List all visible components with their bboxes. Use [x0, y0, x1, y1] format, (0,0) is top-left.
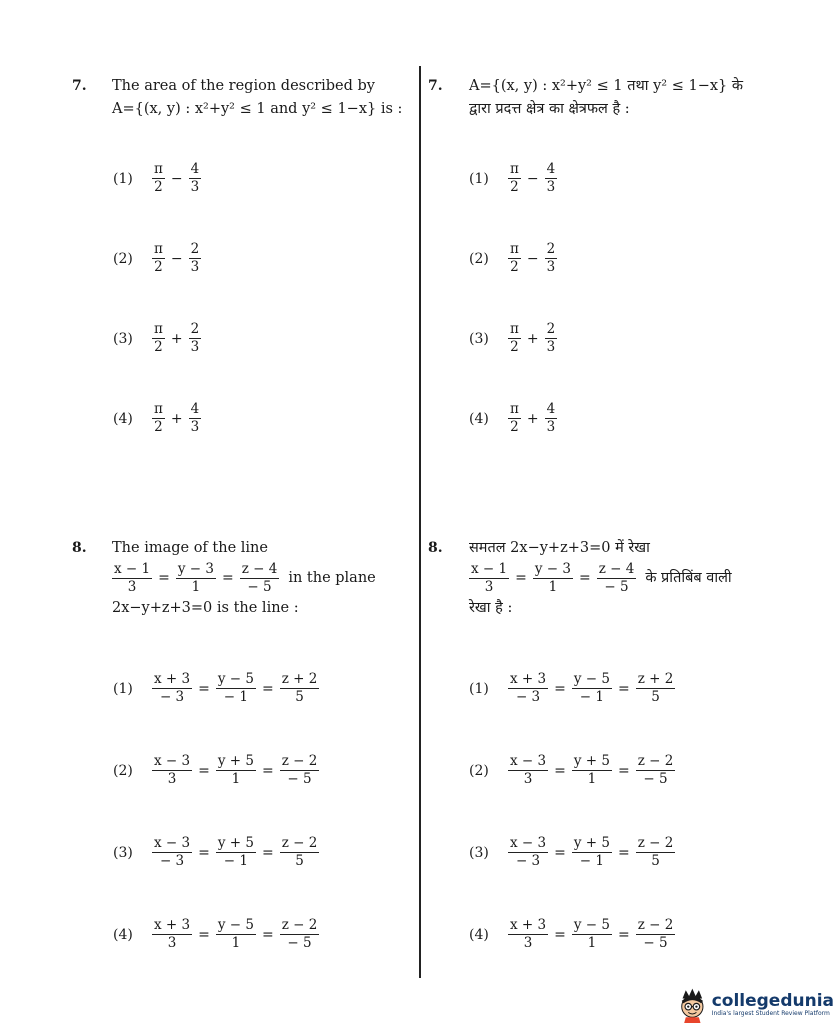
q8-option-4-hi[interactable] — [469, 918, 678, 951]
q7-text-en-line2: A={(x, y) : x²+y² ≤ 1 and y² ≤ 1−x} is : — [112, 101, 403, 117]
q7-number-hi: 7. — [428, 78, 443, 94]
fraction-x: $\frac{x - 1}{3}$ — [114, 561, 151, 595]
equals-sign: = — [198, 926, 210, 943]
fraction-x: $\frac{x + 3}{- 3}$ — [510, 671, 547, 705]
fraction-y: $\frac{y + 5}{1}$ — [217, 753, 254, 787]
fraction-y: $\frac{y - 5}{1}$ — [573, 917, 610, 951]
logo-tagline: India's largest Student Review Platform — [711, 1010, 830, 1017]
option-label: (3) — [469, 844, 489, 861]
fraction-z: $\frac{z + 2}{5}$ — [281, 671, 318, 705]
q8-option-2-hi[interactable] — [469, 754, 678, 787]
fraction-z: $\frac{z + 2}{5}$ — [637, 671, 674, 705]
fraction-z: $\frac{z - 2}{- 5}$ — [637, 753, 674, 787]
fraction-x: $\frac{x + 3}{3}$ — [154, 917, 191, 951]
equals-sign: = — [515, 570, 527, 586]
q8-option-4-en[interactable] — [113, 918, 322, 951]
option-label: (1) — [469, 170, 489, 187]
option-label: (3) — [113, 330, 133, 347]
fraction-term: $\frac{4}{3}$ — [190, 161, 200, 195]
operator: − — [526, 250, 539, 267]
fraction-y: $\frac{y - 5}{1}$ — [217, 917, 254, 951]
fraction-z: $\frac{z - 2}{- 5}$ — [281, 753, 318, 787]
operator: − — [170, 250, 183, 267]
fraction-x: $\frac{x + 3}{3}$ — [510, 917, 547, 951]
operator: + — [170, 330, 183, 347]
q7-option-1-hi[interactable] — [469, 162, 560, 195]
fraction-pi-over-2: $\frac{\pi}{2}$ — [510, 241, 519, 275]
q7-text-hi-line2: द्वारा प्रदत्त क्षेत्र का क्षेत्रफल है : — [469, 101, 630, 117]
q7-option-1-en[interactable] — [113, 162, 204, 195]
fraction-x: $\frac{x - 3}{3}$ — [154, 753, 191, 787]
fraction-x: $\frac{x - 1}{3}$ — [471, 561, 508, 595]
fraction-x: $\frac{x - 3}{- 3}$ — [154, 835, 191, 869]
q8-line-equation-hi — [469, 562, 799, 595]
option-label: (4) — [113, 410, 133, 427]
operator: + — [170, 410, 183, 427]
fraction-pi-over-2: $\frac{\pi}{2}$ — [510, 401, 519, 435]
equals-sign: = — [198, 680, 210, 697]
q8-line-equation-en — [112, 562, 412, 595]
fraction-pi-over-2: $\frac{\pi}{2}$ — [154, 321, 163, 355]
operator: − — [170, 170, 183, 187]
option-label: (4) — [469, 926, 489, 943]
equals-sign: = — [554, 844, 566, 861]
option-label: (3) — [113, 844, 133, 861]
fraction-term: $\frac{2}{3}$ — [546, 241, 556, 275]
fraction-y: $\frac{y + 5}{- 1}$ — [573, 835, 610, 869]
equals-sign: = — [554, 926, 566, 943]
option-label: (2) — [469, 762, 489, 779]
q8-text-en-line1: The image of the line — [112, 540, 268, 556]
operator: + — [526, 410, 539, 427]
fraction-y: $\frac{y + 5}{- 1}$ — [217, 835, 254, 869]
fraction-y: $\frac{y - 3}{1}$ — [534, 561, 571, 595]
equals-sign: = — [261, 680, 274, 697]
operator: + — [526, 330, 539, 347]
logo-text — [712, 992, 834, 1018]
fraction-term: $\frac{4}{3}$ — [190, 401, 200, 435]
q8-eq-suffix-en: in the plane — [288, 570, 376, 586]
equals-sign: = — [261, 926, 274, 943]
fraction-x: $\frac{x - 3}{3}$ — [510, 753, 547, 787]
fraction-z: $\frac{z - 2}{5}$ — [281, 835, 318, 869]
mascot-icon — [676, 983, 709, 1027]
column-divider — [419, 66, 421, 978]
q8-text-hi-line1: समतल 2x−y+z+3=0 में रेखा — [469, 540, 650, 556]
fraction-y: $\frac{y + 5}{1}$ — [573, 753, 610, 787]
fraction-pi-over-2: $\frac{\pi}{2}$ — [154, 401, 163, 435]
q8-text-hi — [469, 537, 799, 620]
fraction-x: $\frac{x + 3}{- 3}$ — [154, 671, 191, 705]
q8-eq-suffix-hi: के प्रतिबिंब वाली — [645, 570, 732, 586]
equals-sign: = — [198, 762, 210, 779]
q7-text-en-line1: The area of the region described by — [112, 78, 376, 94]
q7-option-4-hi[interactable] — [469, 402, 560, 435]
equals-sign: = — [261, 762, 274, 779]
equals-sign: = — [198, 844, 210, 861]
q7-text-hi — [469, 75, 789, 121]
fraction-z: $\frac{z - 4}{- 5}$ — [598, 561, 635, 595]
q8-number-en: 8. — [72, 540, 87, 556]
equals-sign: = — [617, 762, 630, 779]
option-label: (2) — [113, 762, 133, 779]
fraction-y: $\frac{y - 3}{1}$ — [177, 561, 214, 595]
option-label: (4) — [469, 410, 489, 427]
q8-option-3-hi[interactable] — [469, 836, 678, 869]
option-label: (2) — [113, 250, 133, 267]
fraction-pi-over-2: $\frac{\pi}{2}$ — [510, 161, 519, 195]
fraction-pi-over-2: $\frac{\pi}{2}$ — [510, 321, 519, 355]
fraction-term: $\frac{2}{3}$ — [190, 241, 200, 275]
q8-option-1-hi[interactable] — [469, 672, 678, 705]
fraction-z: $\frac{z - 2}{5}$ — [637, 835, 674, 869]
q7-text-en — [112, 75, 408, 121]
fraction-term: $\frac{2}{3}$ — [546, 321, 556, 355]
option-label: (1) — [113, 680, 133, 697]
fraction-y: $\frac{y - 5}{- 1}$ — [573, 671, 610, 705]
q7-option-2-en[interactable] — [113, 242, 204, 275]
fraction-z: $\frac{z - 4}{- 5}$ — [241, 561, 278, 595]
equals-sign: = — [158, 570, 170, 586]
fraction-z: $\frac{z - 2}{- 5}$ — [637, 917, 674, 951]
logo-brand: collegedunia — [711, 991, 834, 1011]
fraction-term: $\frac{4}{3}$ — [546, 161, 556, 195]
equals-sign: = — [617, 926, 630, 943]
equals-sign: = — [221, 570, 234, 586]
fraction-term: $\frac{2}{3}$ — [190, 321, 200, 355]
option-label: (4) — [113, 926, 133, 943]
fraction-x: $\frac{x - 3}{- 3}$ — [510, 835, 547, 869]
operator: − — [526, 170, 539, 187]
q8-text-en — [112, 537, 412, 620]
q8-text-en-line3: 2x−y+z+3=0 is the line : — [112, 600, 299, 616]
q7-number-en: 7. — [72, 78, 87, 94]
q7-option-2-hi[interactable] — [469, 242, 560, 275]
fraction-pi-over-2: $\frac{\pi}{2}$ — [154, 241, 163, 275]
equals-sign: = — [554, 762, 566, 779]
q7-option-4-en[interactable] — [113, 402, 204, 435]
q7-option-3-en[interactable] — [113, 322, 204, 355]
collegedunia-logo[interactable] — [676, 982, 834, 1028]
equals-sign: = — [617, 844, 630, 861]
equals-sign: = — [617, 680, 630, 697]
fraction-z: $\frac{z - 2}{- 5}$ — [281, 917, 318, 951]
fraction-y: $\frac{y - 5}{- 1}$ — [217, 671, 254, 705]
equals-sign: = — [261, 844, 274, 861]
q8-number-hi: 8. — [428, 540, 443, 556]
option-label: (1) — [113, 170, 133, 187]
q8-option-3-en[interactable] — [113, 836, 322, 869]
equals-sign: = — [554, 680, 566, 697]
q8-text-hi-line3: रेखा है : — [469, 600, 513, 616]
fraction-pi-over-2: $\frac{\pi}{2}$ — [154, 161, 163, 195]
option-label: (3) — [469, 330, 489, 347]
equals-sign: = — [578, 570, 591, 586]
q8-option-1-en[interactable] — [113, 672, 322, 705]
option-label: (2) — [469, 250, 489, 267]
q7-option-3-hi[interactable] — [469, 322, 560, 355]
fraction-term: $\frac{4}{3}$ — [546, 401, 556, 435]
option-label: (1) — [469, 680, 489, 697]
q7-text-hi-line1: A={(x, y) : x²+y² ≤ 1 तथा y² ≤ 1−x} के — [469, 78, 743, 94]
q8-option-2-en[interactable] — [113, 754, 322, 787]
